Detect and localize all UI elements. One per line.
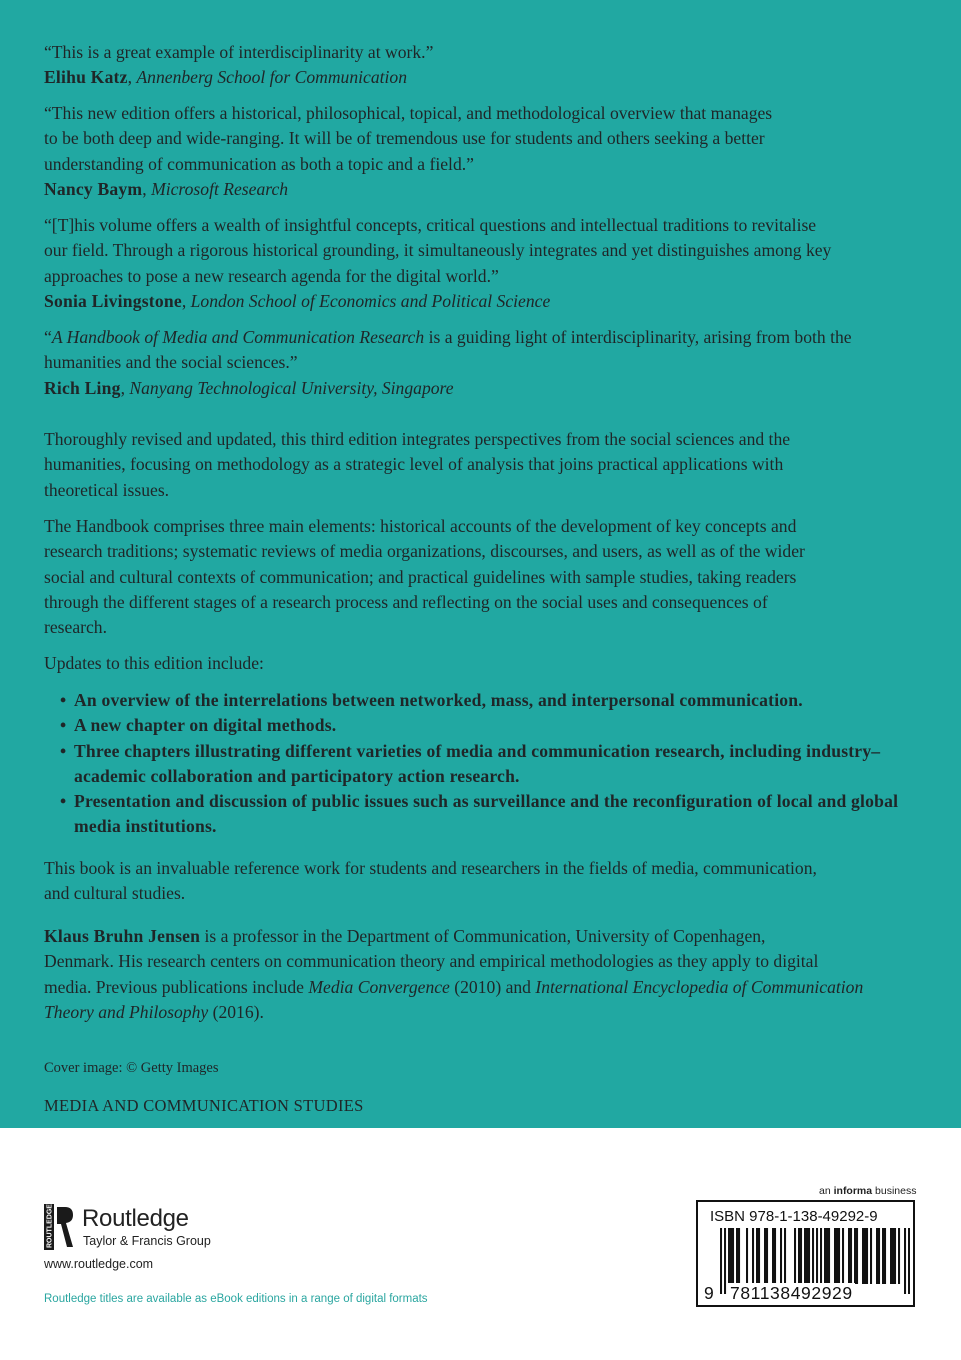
barcode-bar bbox=[904, 1228, 906, 1294]
endorsement-author: Nancy Baym bbox=[44, 178, 143, 199]
list-item: • An overview of the interrelations between networked, mass, and interpersonal communication. bbox=[60, 688, 918, 713]
text-line: theoretical issues. bbox=[44, 479, 170, 500]
barcode-bar bbox=[736, 1228, 738, 1284]
endorsement-affiliation: Annenberg School for Communication bbox=[136, 67, 407, 88]
barcode-bar bbox=[752, 1228, 754, 1284]
barcode-bar bbox=[720, 1228, 722, 1294]
barcode-bar bbox=[766, 1228, 768, 1284]
isbn-barcode bbox=[696, 1200, 915, 1307]
barcode-bar bbox=[862, 1228, 864, 1284]
endorsement-katz: “This is a great example of interdisciplinarity at work.” Elihu Katz, Annenberg School for Communication bbox=[44, 42, 434, 88]
barcode-bar bbox=[732, 1228, 734, 1284]
author-name: Klaus Bruhn Jensen bbox=[44, 926, 201, 946]
barcode-bar bbox=[756, 1228, 758, 1284]
barcode-bar bbox=[758, 1228, 760, 1284]
barcode-bar bbox=[882, 1228, 884, 1284]
barcode-bar bbox=[834, 1228, 836, 1284]
text-line: is a professor in the Department of Communication, University of Copenhagen, bbox=[200, 926, 766, 946]
barcode-bar bbox=[738, 1228, 740, 1284]
book-title: Media Convergence bbox=[308, 976, 450, 997]
barcode-bar bbox=[870, 1228, 872, 1284]
barcode-bar bbox=[828, 1228, 830, 1284]
endorsement-quote-line: humanities and the social sciences.” bbox=[44, 352, 298, 373]
barcode-bar bbox=[898, 1228, 900, 1284]
endorsement-quote-line: understanding of communication as both a topic and a field.” bbox=[44, 153, 474, 174]
endorsement-quote: “This is a great example of interdisciplinarity at work.” bbox=[44, 42, 434, 62]
barcode-bar bbox=[856, 1228, 858, 1284]
ean-digits: 781138492929 bbox=[730, 1283, 853, 1303]
barcode-bar bbox=[780, 1228, 782, 1284]
text-line: Thoroughly revised and updated, this third edition integrates perspectives from the social sciences and the bbox=[44, 429, 791, 449]
endorsement-quote-line: “This new edition offers a historical, philosophical, topical, and methodological overview that manages bbox=[44, 103, 773, 123]
text-line: humanities, focusing on methodology as a strategic level of analysis that joins practical applications with bbox=[44, 454, 784, 475]
text-line: (2010) and bbox=[449, 976, 536, 997]
text-line: and cultural studies. bbox=[44, 883, 186, 904]
endorsement-quote-line: to be both deep and wide-ranging. It will be of tremendous use for students and others seeking a better bbox=[44, 128, 765, 149]
barcode-bar bbox=[746, 1228, 748, 1284]
barcode-bar bbox=[878, 1228, 880, 1284]
barcode-bar bbox=[824, 1228, 826, 1284]
list-item: • A new chapter on digital methods. bbox=[60, 713, 918, 738]
publisher-group: Taylor & Francis Group bbox=[83, 1234, 211, 1248]
endorsement-affiliation: London School of Economics and Political Science bbox=[190, 290, 551, 311]
text-line: through the different stages of a research process and reflecting on the social uses and consequences of bbox=[44, 591, 768, 612]
publisher-name: Routledge bbox=[82, 1205, 189, 1232]
barcode-bar bbox=[826, 1228, 828, 1284]
barcode-bar bbox=[894, 1228, 896, 1284]
text-line: media. Previous publications include bbox=[44, 976, 309, 997]
barcode-bar bbox=[798, 1228, 800, 1284]
endorsement-baym: “This new edition offers a historical, philosophical, topical, and methodological overview that manages to be both deep and wide-ranging. It will be of tremendous use for students and others seeking a better understanding of communication as both a topic and a field.” Nancy Baym, Microsoft Research bbox=[44, 103, 773, 199]
barcode-bar bbox=[884, 1228, 886, 1284]
endorsement-author: Rich Ling bbox=[44, 377, 121, 398]
closing-paragraph bbox=[44, 856, 919, 907]
text-line: This book is an invaluable reference work for students and researchers in the fields of media, communication, bbox=[44, 858, 817, 878]
endorsement-quote-line: our field. Through a rigorous historical grounding, it simultaneously integrates and yet distinguishes among key bbox=[44, 240, 832, 261]
updates-intro: Updates to this edition include: bbox=[44, 653, 264, 673]
barcode-bar bbox=[800, 1228, 802, 1284]
barcode-bar bbox=[730, 1228, 732, 1284]
barcode-bar bbox=[804, 1228, 806, 1284]
isbn-label: ISBN 978-1-138-49292-9 bbox=[710, 1208, 878, 1225]
text-line: research traditions; systematic reviews of media organizations, discourses, and users, as well as of the wider bbox=[44, 541, 805, 562]
endorsement-book-title: A Handbook of Media and Communication Research bbox=[51, 327, 425, 347]
barcode-bar bbox=[728, 1228, 730, 1284]
barcode-bar bbox=[866, 1228, 868, 1284]
barcode-bar bbox=[724, 1228, 726, 1294]
barcode-bar bbox=[820, 1228, 822, 1284]
barcode-bar bbox=[774, 1228, 776, 1284]
endorsement-livingstone: “[T]his volume offers a wealth of insightful concepts, critical questions and intellectual traditions to revitalise our field. Through a rigorous historical grounding, it simultaneously integrates and yet distinguishes among key approaches to pose a new research agenda for the digital world.” Sonia Livingstone, London School of Economics and Political Science bbox=[44, 215, 832, 311]
endorsement-quote-line: “[T]his volume offers a wealth of insightful concepts, critical questions and intellectual traditions to revitalise bbox=[44, 215, 817, 235]
ebook-note: Routledge titles are available as eBook editions in a range of digital formats bbox=[44, 1293, 428, 1305]
routledge-logo-icon bbox=[44, 1204, 74, 1250]
informa-prefix: an bbox=[819, 1185, 834, 1197]
barcode-bar bbox=[854, 1228, 856, 1284]
book-title: International Encyclopedia of Communication bbox=[535, 976, 864, 997]
endorsement-ling: “A Handbook of Media and Communication Research is a guiding light of interdisciplinarity, arising from both the humanities and the social sciences.” Rich Ling, Nanyang Technological University, Singapore bbox=[44, 327, 852, 398]
publisher-website-link[interactable]: www.routledge.com bbox=[44, 1257, 154, 1271]
list-item: • Three chapters illustrating different varieties of media and communication research, including industry–academic collaboration and participatory action research. bbox=[60, 739, 918, 790]
endorsement-author: Elihu Katz bbox=[44, 67, 128, 88]
informa-suffix: business bbox=[872, 1185, 917, 1197]
barcode-bar bbox=[892, 1228, 894, 1284]
barcode-bar bbox=[764, 1228, 766, 1284]
text-line: social and cultural contexts of communication; and practical guidelines with sample studies, taking readers bbox=[44, 566, 797, 587]
endorsement-affiliation: Microsoft Research bbox=[151, 178, 289, 199]
barcode-bar bbox=[784, 1228, 786, 1284]
text-line: Denmark. His research centers on communication theory and empirical methodologies as they apply to digital bbox=[44, 951, 819, 972]
barcode-bar bbox=[794, 1228, 796, 1284]
informa-business-tag bbox=[819, 1185, 916, 1197]
description-paragraph-1 bbox=[44, 427, 919, 503]
text-line: (2016). bbox=[208, 1001, 264, 1022]
series-label: MEDIA AND COMMUNICATION STUDIES bbox=[44, 1096, 364, 1115]
logo-vertical-text: ROUTLEDGE bbox=[46, 1204, 54, 1248]
barcode-bar bbox=[806, 1228, 808, 1284]
endorsement-affiliation: Nanyang Technological University, Singapore bbox=[129, 377, 454, 398]
barcode-bar bbox=[842, 1228, 844, 1284]
barcode-bar bbox=[864, 1228, 866, 1284]
list-item: • Presentation and discussion of public issues such as surveillance and the reconfiguration of local and global media institutions. bbox=[60, 789, 918, 840]
barcode-bar bbox=[838, 1228, 840, 1284]
updates-list bbox=[60, 688, 918, 840]
barcode-bar bbox=[836, 1228, 838, 1284]
description-paragraph-2 bbox=[44, 514, 919, 640]
barcode-bar bbox=[848, 1228, 850, 1284]
barcode-bar bbox=[850, 1228, 852, 1284]
barcode-bar bbox=[808, 1228, 810, 1284]
barcode-bar bbox=[772, 1228, 774, 1284]
informa-brand: informa bbox=[833, 1185, 873, 1197]
open-quote: “ bbox=[44, 327, 52, 347]
author-bio bbox=[44, 924, 919, 1025]
barcode-bar bbox=[908, 1228, 910, 1294]
barcode-bar bbox=[890, 1228, 892, 1284]
barcode-bar bbox=[876, 1228, 878, 1284]
endorsement-quote-line: approaches to pose a new research agenda for the digital world.” bbox=[44, 265, 499, 286]
book-title: Theory and Philosophy bbox=[44, 1001, 209, 1022]
ean-first-digit: 9 bbox=[704, 1283, 714, 1303]
endorsement-quote-line: is a guiding light of interdisciplinarity, arising from both the bbox=[424, 327, 852, 347]
text-line: research. bbox=[44, 617, 107, 638]
endorsement-author: Sonia Livingstone bbox=[44, 290, 182, 311]
cover-credit: Cover image: © Getty Images bbox=[44, 1060, 219, 1076]
text-line: The Handbook comprises three main elements: historical accounts of the development of key concepts and bbox=[44, 516, 797, 536]
